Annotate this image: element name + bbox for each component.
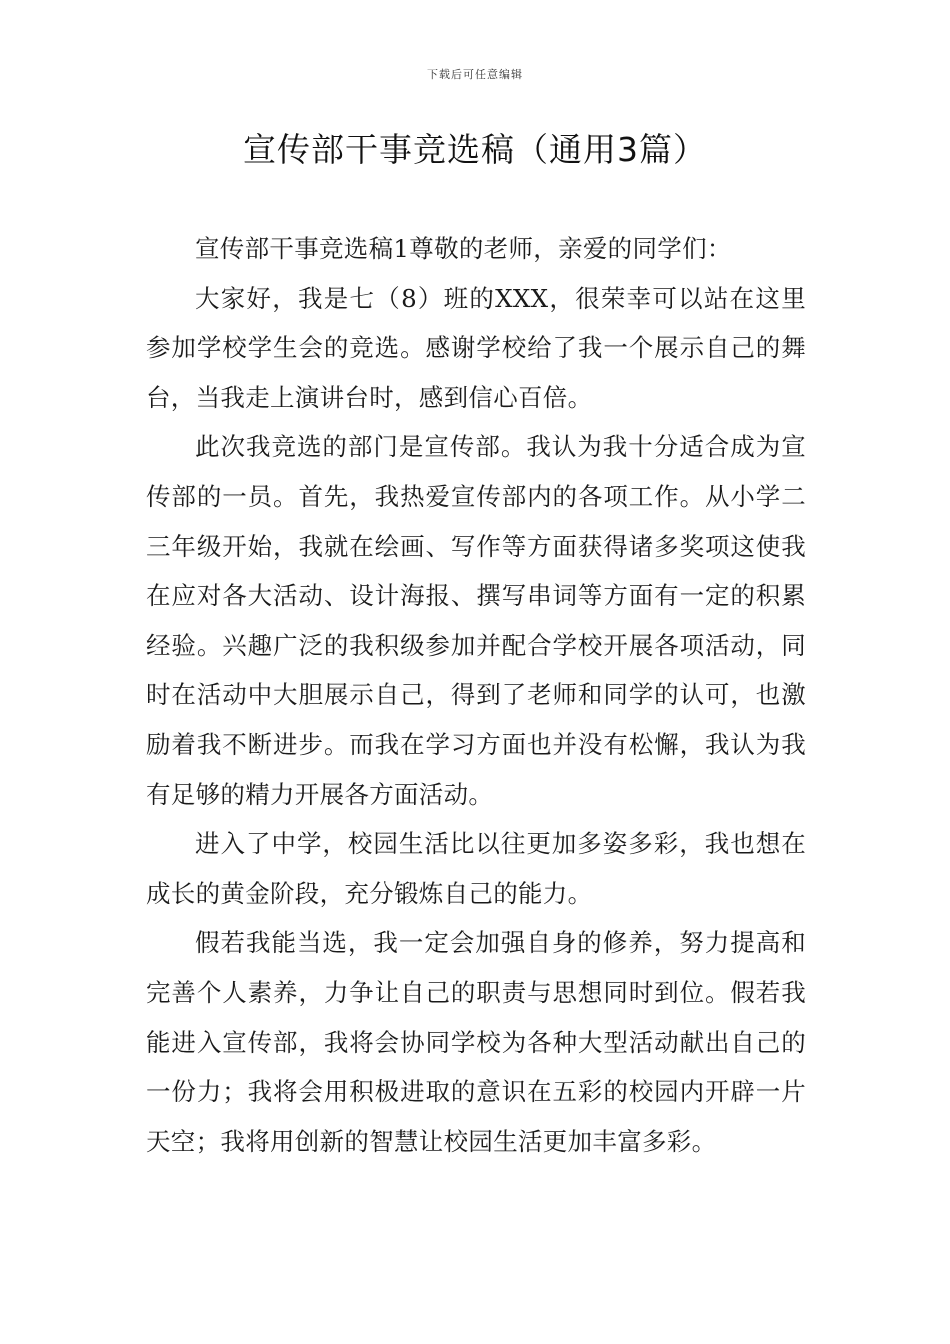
document-body [146, 224, 806, 1166]
paragraph: 进入了中学，校园生活比以往更加多姿多彩，我也想在成长的黄金阶段，充分锻炼自己的能力。 [146, 829, 806, 908]
paragraph: 假若我能当选，我一定会加强自身的修养，努力提高和完善个人素养，力争让自己的职责与思想同时到位。假若我能进入宣传部，我将会协同学校为各种大型活动献出自己的一份力；我将会用积极进取的意识在五彩的校园内开辟一片天空；我将用创新的智慧让校园生活更加丰富多彩。 [146, 928, 806, 1156]
header-note: 下载后可任意编辑 [427, 68, 523, 81]
document-title: 宣传部干事竞选稿（通用3篇） [243, 130, 707, 169]
paragraph: 此次我竞选的部门是宣传部。我认为我十分适合成为宣传部的一员。首先，我热爱宣传部内的各项工作。从小学二三年级开始，我就在绘画、写作等方面获得诸多奖项这使我在应对各大活动、设计海报、撰写串词等方面有一定的积累经验。兴趣广泛的我积级参加并配合学校开展各项活动，同时在活动中大胆展示自己，得到了老师和同学的认可，也激励着我不断进步。而我在学习方面也并没有松懈，我认为我有足够的精力开展各方面活动。 [146, 432, 806, 809]
paragraph: 大家好，我是七（8）班的XXX，很荣幸可以站在这里参加学校学生会的竞选。感谢学校给了我一个展示自己的舞台，当我走上演讲台时，感到信心百倍。 [146, 283, 806, 412]
paragraph: 宣传部干事竞选稿1尊敬的老师，亲爱的同学们： [195, 234, 732, 263]
